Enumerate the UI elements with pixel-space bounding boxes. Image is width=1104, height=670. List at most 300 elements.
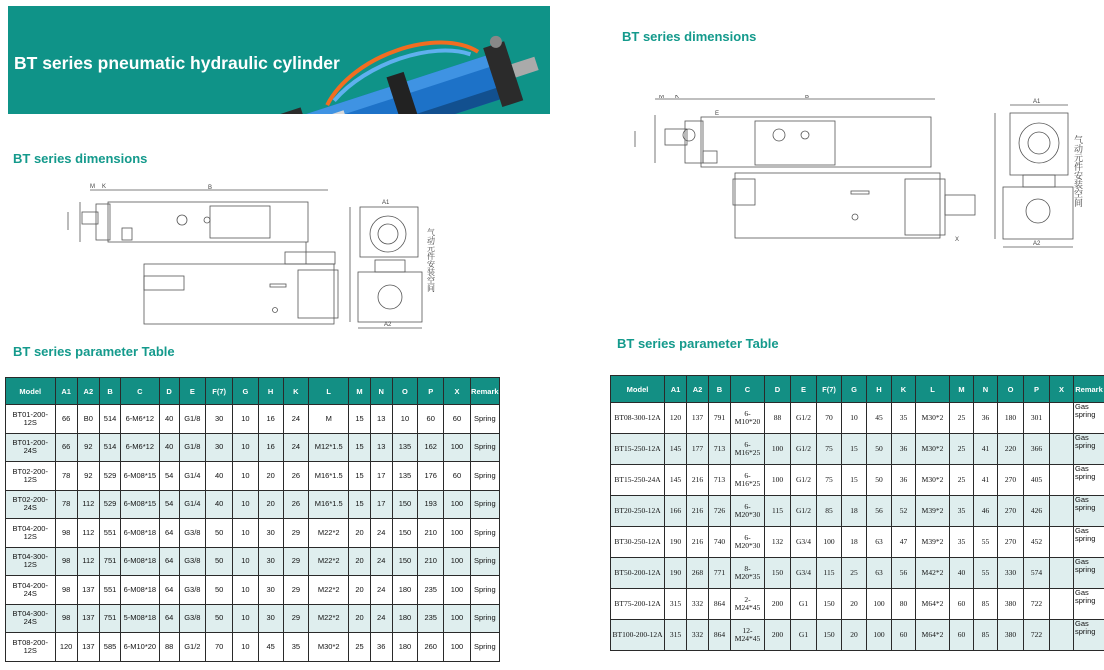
table-cell: 35 <box>892 403 916 434</box>
table-cell: 751 <box>99 604 120 633</box>
table-cell: M22*2 <box>309 547 349 576</box>
installation-space-label-right: 气动元件安装空间 <box>1072 135 1082 207</box>
table-cell: M22*2 <box>309 576 349 605</box>
table-cell: G1/2 <box>791 434 817 465</box>
table-cell: 137 <box>77 576 99 605</box>
table-row <box>6 604 500 633</box>
table-cell: 24 <box>370 604 392 633</box>
table-cell: 426 <box>1024 496 1050 527</box>
table-cell: 29 <box>283 547 308 576</box>
model-cell: BT02-200-12S <box>6 462 56 491</box>
right-table-header-b: B <box>709 376 731 403</box>
model-cell: BT08-200-12S <box>6 633 56 662</box>
table-cell: 92 <box>77 462 99 491</box>
table-cell: 16 <box>258 433 283 462</box>
table-cell: 10 <box>842 403 867 434</box>
table-cell: 8-M20*35 <box>731 558 765 589</box>
table-cell: 75 <box>817 434 842 465</box>
table-cell: 216 <box>687 465 709 496</box>
table-cell: 6-M20*30 <box>731 527 765 558</box>
dim-label-e-right: E <box>715 111 720 117</box>
table-cell: 50 <box>205 519 232 548</box>
table-cell: 713 <box>709 434 731 465</box>
table-cell: 100 <box>444 633 470 662</box>
table-cell: 98 <box>55 604 77 633</box>
table-cell: 40 <box>159 405 179 434</box>
table-cell: 29 <box>283 519 308 548</box>
table-cell: 270 <box>998 496 1024 527</box>
table-cell: 36 <box>370 633 392 662</box>
table-cell: 112 <box>77 519 99 548</box>
table-cell: G3/8 <box>179 519 205 548</box>
table-cell <box>1050 465 1074 496</box>
table-cell: 88 <box>765 403 791 434</box>
cylinder-photo <box>263 32 548 114</box>
model-cell: BT04-300-12S <box>6 547 56 576</box>
table-cell: 54 <box>159 462 179 491</box>
remark-cell: Spring <box>470 405 499 434</box>
right-table-header-c: C <box>731 376 765 403</box>
table-cell: M16*1.5 <box>309 490 349 519</box>
right-table-header-d: D <box>765 376 791 403</box>
table-cell: 20 <box>258 462 283 491</box>
table-cell: 56 <box>867 496 892 527</box>
table-cell: 54 <box>159 490 179 519</box>
table-cell: 10 <box>233 405 258 434</box>
right-table-header-l: L <box>916 376 950 403</box>
table-cell: 150 <box>817 589 842 620</box>
table-cell: 6-M10*20 <box>731 403 765 434</box>
right-table-header-f-7: F(7) <box>817 376 842 403</box>
table-cell: 25 <box>842 558 867 589</box>
table-cell: 29 <box>283 604 308 633</box>
table-cell: 20 <box>842 620 867 651</box>
table-cell: 40 <box>205 490 232 519</box>
table-cell: 30 <box>205 433 232 462</box>
left-table-header-model: Model <box>6 378 56 405</box>
table-cell: 26 <box>283 462 308 491</box>
table-cell: G1/2 <box>791 403 817 434</box>
table-cell: 75 <box>817 465 842 496</box>
dim-label-a2-right: A2 <box>1033 241 1041 247</box>
table-cell: 380 <box>998 589 1024 620</box>
table-cell: 35 <box>950 527 974 558</box>
table-cell: 20 <box>258 490 283 519</box>
table-cell: 60 <box>444 405 470 434</box>
table-cell: M64*2 <box>916 620 950 651</box>
table-cell: 52 <box>892 496 916 527</box>
table-cell: G3/8 <box>179 547 205 576</box>
table-cell: 100 <box>765 465 791 496</box>
table-cell: 112 <box>77 547 99 576</box>
dim-label-k-right: K <box>675 95 680 100</box>
table-cell: 145 <box>665 434 687 465</box>
table-cell: 6-M16*25 <box>731 434 765 465</box>
table-cell: 100 <box>444 433 470 462</box>
table-cell: 315 <box>665 620 687 651</box>
table-cell: 200 <box>765 620 791 651</box>
model-cell: BT75-200-12A <box>611 589 665 620</box>
dim-label-a2: A2 <box>384 322 392 328</box>
table-cell: 551 <box>99 576 120 605</box>
left-table-header-n: N <box>370 378 392 405</box>
table-cell: 6-M10*20 <box>121 633 159 662</box>
model-cell: BT50-200-12A <box>611 558 665 589</box>
table-cell: 366 <box>1024 434 1050 465</box>
remark-cell: Gas spring <box>1074 465 1104 496</box>
table-cell: 15 <box>842 434 867 465</box>
table-cell: 60 <box>950 589 974 620</box>
table-cell: 6-M08*15 <box>121 490 159 519</box>
table-cell: 150 <box>392 519 417 548</box>
table-cell: 135 <box>392 433 417 462</box>
left-table-heading: BT series parameter Table <box>13 344 175 359</box>
table-cell: 120 <box>55 633 77 662</box>
table-cell: M30*2 <box>916 403 950 434</box>
table-cell: G1 <box>791 589 817 620</box>
table-cell: 100 <box>444 519 470 548</box>
table-cell: 12-M24*45 <box>731 620 765 651</box>
table-cell: M39*2 <box>916 496 950 527</box>
table-cell: 66 <box>55 405 77 434</box>
table-cell: M30*2 <box>309 633 349 662</box>
table-cell: 100 <box>444 576 470 605</box>
model-cell: BT02-200-24S <box>6 490 56 519</box>
table-cell: 210 <box>418 547 444 576</box>
table-cell: 55 <box>974 527 998 558</box>
table-cell: 6-M08*18 <box>121 547 159 576</box>
dim-label-b: B <box>208 185 213 191</box>
model-cell: BT08-300-12A <box>611 403 665 434</box>
table-cell: 115 <box>765 496 791 527</box>
table-cell: 70 <box>205 633 232 662</box>
table-cell: 85 <box>974 620 998 651</box>
table-cell: 13 <box>370 405 392 434</box>
table-cell: 26 <box>283 490 308 519</box>
table-cell: 98 <box>55 547 77 576</box>
table-cell: 60 <box>418 405 444 434</box>
remark-cell: Gas spring <box>1074 434 1104 465</box>
table-row <box>611 434 1104 465</box>
table-cell: 220 <box>998 434 1024 465</box>
table-cell: 13 <box>370 433 392 462</box>
table-cell: 30 <box>205 405 232 434</box>
table-cell <box>1050 527 1074 558</box>
table-cell: 150 <box>765 558 791 589</box>
remark-cell: Gas spring <box>1074 589 1104 620</box>
remark-cell: Gas spring <box>1074 527 1104 558</box>
table-cell: 260 <box>418 633 444 662</box>
table-cell: 17 <box>370 462 392 491</box>
table-row <box>611 496 1104 527</box>
table-cell: 190 <box>665 527 687 558</box>
table-cell: B0 <box>77 405 99 434</box>
table-cell: 24 <box>370 519 392 548</box>
table-cell: G1/8 <box>179 405 205 434</box>
table-row <box>611 403 1104 434</box>
table-cell: 6-M08*18 <box>121 576 159 605</box>
table-row <box>6 547 500 576</box>
table-cell: M39*2 <box>916 527 950 558</box>
table-cell: 36 <box>892 434 916 465</box>
table-row <box>6 462 500 491</box>
table-cell: 6-M20*30 <box>731 496 765 527</box>
model-cell: BT15-250-12A <box>611 434 665 465</box>
table-cell <box>1050 434 1074 465</box>
table-cell: 5-M08*18 <box>121 604 159 633</box>
table-cell: G3/4 <box>791 558 817 589</box>
table-row <box>6 405 500 434</box>
table-cell: 30 <box>258 547 283 576</box>
remark-cell: Spring <box>470 433 499 462</box>
table-cell: 64 <box>159 576 179 605</box>
table-cell: 162 <box>418 433 444 462</box>
right-table-header-row <box>611 376 1104 403</box>
table-cell: 50 <box>205 576 232 605</box>
left-table-header-remark: Remark <box>470 378 499 405</box>
table-cell: 40 <box>950 558 974 589</box>
table-cell: 24 <box>283 405 308 434</box>
remark-cell: Gas spring <box>1074 403 1104 434</box>
table-cell: 40 <box>205 462 232 491</box>
table-cell: 150 <box>817 620 842 651</box>
table-cell: 98 <box>55 519 77 548</box>
table-cell: 36 <box>974 403 998 434</box>
installation-space-label: 气动元件安装空间 <box>426 228 436 292</box>
remark-cell: Gas spring <box>1074 620 1104 651</box>
table-cell: 18 <box>842 527 867 558</box>
table-cell: G1/8 <box>179 433 205 462</box>
table-cell: 15 <box>349 462 370 491</box>
table-cell: 132 <box>765 527 791 558</box>
table-cell: 740 <box>709 527 731 558</box>
table-row <box>611 465 1104 496</box>
remark-cell: Gas spring <box>1074 496 1104 527</box>
table-cell: 210 <box>418 519 444 548</box>
table-cell: 6-M16*25 <box>731 465 765 496</box>
table-cell: 2-M24*45 <box>731 589 765 620</box>
table-cell: 315 <box>665 589 687 620</box>
left-table-header-x: X <box>444 378 470 405</box>
table-cell: 751 <box>99 547 120 576</box>
table-cell: 176 <box>418 462 444 491</box>
table-row <box>6 633 500 662</box>
table-cell: 30 <box>258 604 283 633</box>
table-cell: 16 <box>258 405 283 434</box>
table-cell: 10 <box>233 633 258 662</box>
left-table-header-p: P <box>418 378 444 405</box>
table-cell: 864 <box>709 589 731 620</box>
dim-label-k: K <box>102 184 107 190</box>
table-cell: 332 <box>687 589 709 620</box>
model-cell: BT100-200-12A <box>611 620 665 651</box>
table-cell: 64 <box>159 547 179 576</box>
table-row <box>611 558 1104 589</box>
table-cell: 529 <box>99 490 120 519</box>
table-row <box>6 576 500 605</box>
table-cell: 24 <box>283 433 308 462</box>
table-cell: 50 <box>867 434 892 465</box>
model-cell: BT01-200-24S <box>6 433 56 462</box>
dim-label-b-right: B <box>805 95 810 100</box>
table-cell: 60 <box>444 462 470 491</box>
table-cell: 20 <box>349 576 370 605</box>
table-cell: 66 <box>55 433 77 462</box>
banner-title: BT series pneumatic hydraulic cylinder <box>14 53 340 73</box>
left-table-header-f-7: F(7) <box>205 378 232 405</box>
table-cell <box>1050 589 1074 620</box>
table-cell: G1 <box>791 620 817 651</box>
right-table-header-h: H <box>867 376 892 403</box>
table-cell: 18 <box>842 496 867 527</box>
model-cell: BT04-200-24S <box>6 576 56 605</box>
table-cell: 55 <box>974 558 998 589</box>
right-table-header-m: M <box>950 376 974 403</box>
table-cell: 70 <box>817 403 842 434</box>
table-cell: M64*2 <box>916 589 950 620</box>
table-cell: M42*2 <box>916 558 950 589</box>
right-table-header-k: K <box>892 376 916 403</box>
table-cell: 92 <box>77 433 99 462</box>
table-cell: 10 <box>233 519 258 548</box>
dim-label-a1-right: A1 <box>1033 99 1041 105</box>
right-table-header-a2: A2 <box>687 376 709 403</box>
table-cell: 10 <box>233 576 258 605</box>
table-cell: G1/2 <box>791 465 817 496</box>
remark-cell: Spring <box>470 490 499 519</box>
table-cell: 180 <box>998 403 1024 434</box>
table-cell: 6-M6*12 <box>121 405 159 434</box>
table-cell <box>1050 558 1074 589</box>
table-cell: 24 <box>370 576 392 605</box>
table-cell: 120 <box>665 403 687 434</box>
right-table-header-n: N <box>974 376 998 403</box>
left-table-header-e: E <box>179 378 205 405</box>
table-cell: M <box>309 405 349 434</box>
table-cell: 722 <box>1024 620 1050 651</box>
table-cell: 771 <box>709 558 731 589</box>
table-cell: 15 <box>349 490 370 519</box>
table-cell: 85 <box>974 589 998 620</box>
table-cell: 63 <box>867 527 892 558</box>
table-cell: G3/8 <box>179 576 205 605</box>
table-cell: 216 <box>687 496 709 527</box>
table-cell: 332 <box>687 620 709 651</box>
table-cell: 85 <box>817 496 842 527</box>
left-table-header-k: K <box>283 378 308 405</box>
table-cell: 268 <box>687 558 709 589</box>
model-cell: BT20-250-12A <box>611 496 665 527</box>
table-cell: 30 <box>258 519 283 548</box>
table-cell: 46 <box>974 496 998 527</box>
model-cell: BT30-250-12A <box>611 527 665 558</box>
banner <box>8 6 550 114</box>
remark-cell: Gas spring <box>1074 558 1104 589</box>
table-cell <box>1050 496 1074 527</box>
right-table-header-model: Model <box>611 376 665 403</box>
table-cell: 216 <box>687 527 709 558</box>
table-cell: G3/8 <box>179 604 205 633</box>
table-cell: 15 <box>842 465 867 496</box>
table-cell: 20 <box>349 604 370 633</box>
table-cell: 200 <box>765 589 791 620</box>
table-cell: 100 <box>444 490 470 519</box>
left-table-header-l: L <box>309 378 349 405</box>
table-cell: 20 <box>349 547 370 576</box>
right-dimensions-heading: BT series dimensions <box>622 29 757 44</box>
table-cell: 177 <box>687 434 709 465</box>
table-cell: 63 <box>867 558 892 589</box>
table-cell: 47 <box>892 527 916 558</box>
table-row <box>611 527 1104 558</box>
table-cell: 100 <box>867 620 892 651</box>
table-row <box>611 589 1104 620</box>
remark-cell: Spring <box>470 604 499 633</box>
table-cell: 150 <box>392 490 417 519</box>
table-cell: 35 <box>950 496 974 527</box>
table-cell: 98 <box>55 576 77 605</box>
table-cell <box>1050 403 1074 434</box>
table-cell: 180 <box>392 576 417 605</box>
remark-cell: Spring <box>470 547 499 576</box>
table-row <box>6 519 500 548</box>
table-cell: 60 <box>892 620 916 651</box>
model-cell: BT04-300-24S <box>6 604 56 633</box>
model-cell: BT01-200-12S <box>6 405 56 434</box>
table-cell: 10 <box>233 604 258 633</box>
right-table-header-g: G <box>842 376 867 403</box>
remark-cell: Spring <box>470 633 499 662</box>
table-cell: 100 <box>444 547 470 576</box>
table-cell: 137 <box>77 604 99 633</box>
table-cell: 100 <box>444 604 470 633</box>
left-table-header-m: M <box>349 378 370 405</box>
table-cell: G1/2 <box>791 496 817 527</box>
model-cell: BT15-250-24A <box>611 465 665 496</box>
right-table-header-x: X <box>1050 376 1074 403</box>
table-cell: 78 <box>55 462 77 491</box>
right-table-header-remark: Remark <box>1074 376 1104 403</box>
table-row <box>611 620 1104 651</box>
table-cell: G1/2 <box>179 633 205 662</box>
table-cell: M30*2 <box>916 434 950 465</box>
table-cell: 24 <box>370 547 392 576</box>
table-cell: 80 <box>892 589 916 620</box>
table-cell: 137 <box>687 403 709 434</box>
table-cell: 135 <box>392 462 417 491</box>
table-cell: 180 <box>392 604 417 633</box>
left-table-header-b: B <box>99 378 120 405</box>
right-dimension-drawing <box>615 95 1085 260</box>
remark-cell: Spring <box>470 519 499 548</box>
right-parameter-table <box>610 375 1104 651</box>
left-table-header-a2: A2 <box>77 378 99 405</box>
table-cell: M22*2 <box>309 604 349 633</box>
table-cell: 6-M08*15 <box>121 462 159 491</box>
table-cell: M12*1.5 <box>309 433 349 462</box>
table-cell: 45 <box>258 633 283 662</box>
table-cell: M16*1.5 <box>309 462 349 491</box>
left-table-header-c: C <box>121 378 159 405</box>
table-cell: 6-M6*12 <box>121 433 159 462</box>
left-table-header-d: D <box>159 378 179 405</box>
table-cell: 235 <box>418 576 444 605</box>
table-cell: 166 <box>665 496 687 527</box>
table-cell: 17 <box>370 490 392 519</box>
table-cell: 726 <box>709 496 731 527</box>
left-dimension-drawing <box>60 182 445 332</box>
table-cell: 150 <box>392 547 417 576</box>
